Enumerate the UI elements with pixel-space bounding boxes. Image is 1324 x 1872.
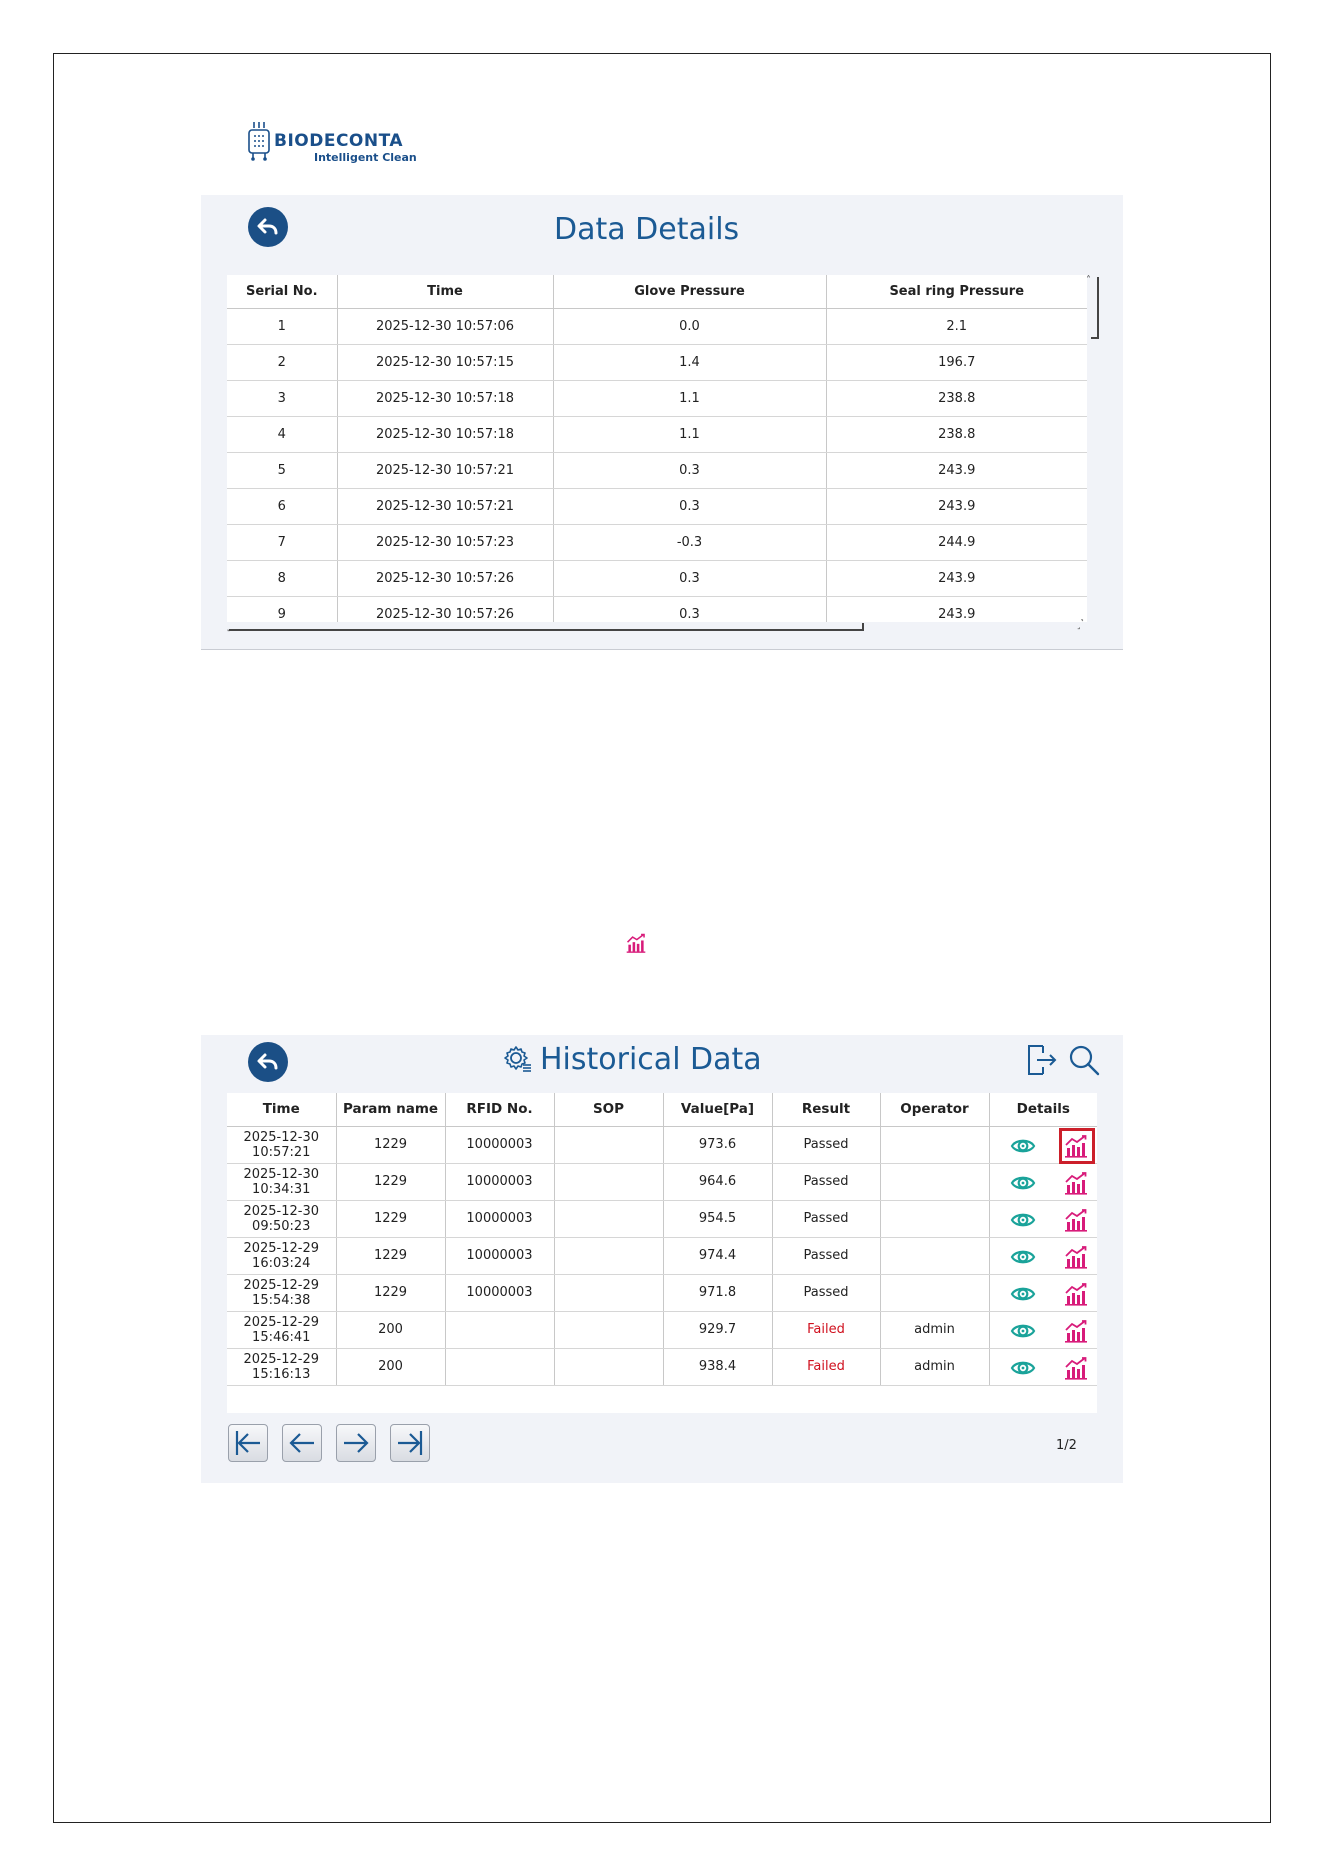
- sop-cell: [554, 1348, 663, 1385]
- time-cell: [227, 1237, 336, 1274]
- table-cell: 2025-12-30 10:57:26: [337, 596, 553, 622]
- table-cell: 1.1: [553, 416, 826, 452]
- table-cell: 2025-12-30 10:57:21: [337, 452, 553, 488]
- trend-chart-icon[interactable]: [1063, 1318, 1089, 1344]
- table-cell: 2025-12-30 10:57:15: [337, 344, 553, 380]
- table-cell: 0.3: [553, 488, 826, 524]
- back-arrow-icon: [256, 215, 280, 239]
- details-cell: [989, 1237, 1097, 1274]
- historical-data-title: Historical Data: [540, 1042, 762, 1077]
- value-cell: 974.4: [663, 1237, 772, 1274]
- date-text: 2025-12-30: [243, 1129, 320, 1145]
- result-cell: Passed: [772, 1126, 880, 1163]
- table-cell: 1.1: [553, 380, 826, 416]
- table-cell: -0.3: [553, 524, 826, 560]
- trend-chart-icon[interactable]: [1063, 1244, 1089, 1270]
- date-text: 2025-12-30: [243, 1203, 320, 1219]
- eye-icon[interactable]: [1010, 1133, 1036, 1159]
- table-cell: 7: [227, 524, 337, 560]
- table-cell: 1: [227, 308, 337, 344]
- result-cell: Failed: [772, 1311, 880, 1348]
- table-cell: 8: [227, 560, 337, 596]
- date-text: 2025-12-29: [243, 1277, 320, 1293]
- result-cell: Failed: [772, 1348, 880, 1385]
- rfid-cell: 10000003: [445, 1274, 554, 1311]
- data-details-panel: [201, 195, 1123, 650]
- table-cell: 6: [227, 488, 337, 524]
- table-cell: 2025-12-30 10:57:06: [337, 308, 553, 344]
- time-text: 15:16:13: [252, 1366, 311, 1382]
- value-cell: 964.6: [663, 1163, 772, 1200]
- sop-cell: [554, 1126, 663, 1163]
- time-cell: [227, 1311, 336, 1348]
- table-cell: 238.8: [826, 416, 1087, 452]
- sop-cell: [554, 1274, 663, 1311]
- scroll-left-mark: ˻: [227, 621, 231, 632]
- sop-cell: [554, 1311, 663, 1348]
- trend-chart-icon: [625, 932, 647, 954]
- back-arrow-icon: [256, 1050, 280, 1074]
- operator-cell: [880, 1274, 989, 1311]
- table-cell: 243.9: [826, 560, 1087, 596]
- rfid-cell: 10000003: [445, 1237, 554, 1274]
- operator-cell: admin: [880, 1311, 989, 1348]
- column-header: SOP: [554, 1093, 663, 1126]
- table-cell: 2025-12-30 10:57:18: [337, 416, 553, 452]
- table-cell: 1.4: [553, 344, 826, 380]
- result-cell: Passed: [772, 1237, 880, 1274]
- sop-cell: [554, 1163, 663, 1200]
- operator-cell: [880, 1237, 989, 1274]
- gear-list-icon[interactable]: [503, 1044, 533, 1074]
- date-text: 2025-12-29: [243, 1240, 320, 1256]
- table-row[interactable]: [227, 308, 1087, 344]
- first-page-icon: [233, 1428, 263, 1458]
- table-cell: 243.9: [826, 452, 1087, 488]
- data-details-table: [227, 275, 1087, 622]
- operator-cell: [880, 1163, 989, 1200]
- table-row[interactable]: [227, 380, 1087, 416]
- rfid-cell: [445, 1348, 554, 1385]
- operator-cell: admin: [880, 1348, 989, 1385]
- result-cell: Passed: [772, 1200, 880, 1237]
- time-cell: [227, 1200, 336, 1237]
- column-header: Serial No.: [227, 275, 337, 308]
- time-text: 10:34:31: [252, 1181, 311, 1197]
- rfid-cell: [445, 1311, 554, 1348]
- table-row[interactable]: [227, 524, 1087, 560]
- table-cell: 2025-12-30 10:57:26: [337, 560, 553, 596]
- table-row[interactable]: [227, 1348, 1097, 1385]
- details-cell: [989, 1311, 1097, 1348]
- operator-cell: [880, 1200, 989, 1237]
- rfid-cell: 10000003: [445, 1200, 554, 1237]
- eye-icon[interactable]: [1010, 1244, 1036, 1270]
- table-row[interactable]: [227, 452, 1087, 488]
- table-row[interactable]: [227, 1274, 1097, 1311]
- eye-icon[interactable]: [1010, 1281, 1036, 1307]
- time-text: 10:57:21: [252, 1144, 311, 1160]
- column-header: Glove Pressure: [553, 275, 826, 308]
- table-cell: 0.3: [553, 596, 826, 622]
- table-cell: 2.1: [826, 308, 1087, 344]
- value-cell: 929.7: [663, 1311, 772, 1348]
- trend-chart-icon[interactable]: [1063, 1207, 1089, 1233]
- table-row[interactable]: [227, 488, 1087, 524]
- time-text: 15:54:38: [252, 1292, 311, 1308]
- table-row[interactable]: [227, 1126, 1097, 1163]
- time-text: 16:03:24: [252, 1255, 311, 1271]
- scroll-up-arrow[interactable]: ˄: [1086, 275, 1091, 286]
- column-header: RFID No.: [445, 1093, 554, 1126]
- prev-page-button[interactable]: [282, 1424, 322, 1462]
- data-details-table-container: [227, 275, 1087, 622]
- eye-icon[interactable]: [1010, 1318, 1036, 1344]
- column-header: Seal ring Pressure: [826, 275, 1087, 308]
- table-cell: 244.9: [826, 524, 1087, 560]
- time-text: 15:46:41: [252, 1329, 311, 1345]
- sop-cell: [554, 1200, 663, 1237]
- column-header: Time: [227, 1093, 336, 1126]
- details-cell: [989, 1348, 1097, 1385]
- table-row[interactable]: [227, 1200, 1097, 1237]
- historical-data-panel: [201, 1035, 1123, 1483]
- page-indicator: 1/2: [1056, 1438, 1077, 1453]
- table-cell: 2025-12-30 10:57:23: [337, 524, 553, 560]
- trend-chart-icon[interactable]: [1063, 1281, 1089, 1307]
- export-icon[interactable]: [1025, 1043, 1059, 1077]
- column-header: Time: [337, 275, 553, 308]
- table-row[interactable]: [227, 1163, 1097, 1200]
- table-cell: 3: [227, 380, 337, 416]
- details-cell: [989, 1163, 1097, 1200]
- table-cell: 0.0: [553, 308, 826, 344]
- highlight-box: [1059, 1128, 1095, 1164]
- scroll-corner-mark: ˼˺: [1077, 619, 1084, 630]
- logo-tagline: Intelligent Clean: [314, 151, 417, 164]
- table-header-row: [227, 1093, 1097, 1126]
- biodeconta-logo: [246, 121, 436, 169]
- sop-cell: [554, 1237, 663, 1274]
- first-page-button[interactable]: [228, 1424, 268, 1462]
- date-text: 2025-12-29: [243, 1351, 320, 1367]
- column-header: Param name: [336, 1093, 445, 1126]
- time-cell: [227, 1348, 336, 1385]
- table-cell: 9: [227, 596, 337, 622]
- search-icon[interactable]: [1067, 1043, 1101, 1077]
- trend-chart-icon[interactable]: [1063, 1170, 1089, 1196]
- column-header: Details: [989, 1093, 1097, 1126]
- param-cell: 1229: [336, 1237, 445, 1274]
- historical-data-table: [227, 1093, 1097, 1386]
- eye-icon[interactable]: [1010, 1170, 1036, 1196]
- table-cell: 238.8: [826, 380, 1087, 416]
- time-text: 09:50:23: [252, 1218, 311, 1234]
- table-cell: 0.3: [553, 452, 826, 488]
- table-cell: 2: [227, 344, 337, 380]
- param-cell: 1229: [336, 1163, 445, 1200]
- rfid-cell: 10000003: [445, 1163, 554, 1200]
- table-cell: 5: [227, 452, 337, 488]
- details-cell: [989, 1274, 1097, 1311]
- value-cell: 938.4: [663, 1348, 772, 1385]
- table-row[interactable]: [227, 1311, 1097, 1348]
- result-cell: Passed: [772, 1163, 880, 1200]
- value-cell: 954.5: [663, 1200, 772, 1237]
- result-cell: Passed: [772, 1274, 880, 1311]
- table-row[interactable]: [227, 560, 1087, 596]
- table-cell: 243.9: [826, 488, 1087, 524]
- data-details-title: Data Details: [554, 212, 740, 247]
- horizontal-scrollbar[interactable]: [229, 623, 864, 631]
- value-cell: 973.6: [663, 1126, 772, 1163]
- table-cell: 243.9: [826, 596, 1087, 622]
- logo-icon: [246, 121, 272, 161]
- last-page-button[interactable]: [390, 1424, 430, 1462]
- last-page-icon: [395, 1428, 425, 1458]
- table-row[interactable]: [227, 416, 1087, 452]
- rfid-cell: 10000003: [445, 1126, 554, 1163]
- time-cell: [227, 1163, 336, 1200]
- operator-cell: [880, 1126, 989, 1163]
- column-header: Result: [772, 1093, 880, 1126]
- historical-data-body: [227, 1126, 1097, 1385]
- historical-table-container: [227, 1093, 1097, 1413]
- param-cell: 1229: [336, 1126, 445, 1163]
- trend-chart-icon[interactable]: [1063, 1355, 1089, 1381]
- logo-brand-text: BIODECONTA: [274, 131, 404, 151]
- table-cell: 2025-12-30 10:57:18: [337, 380, 553, 416]
- param-cell: 1229: [336, 1200, 445, 1237]
- time-cell: [227, 1126, 336, 1163]
- details-cell: [989, 1126, 1097, 1163]
- date-text: 2025-12-30: [243, 1166, 320, 1182]
- table-cell: 196.7: [826, 344, 1087, 380]
- next-page-button[interactable]: [336, 1424, 376, 1462]
- table-row[interactable]: [227, 1237, 1097, 1274]
- table-cell: 4: [227, 416, 337, 452]
- param-cell: 200: [336, 1348, 445, 1385]
- prev-page-icon: [287, 1428, 317, 1458]
- details-cell: [989, 1200, 1097, 1237]
- column-header: Value[Pa]: [663, 1093, 772, 1126]
- value-cell: 971.8: [663, 1274, 772, 1311]
- back-button[interactable]: [248, 207, 288, 247]
- table-cell: 2025-12-30 10:57:21: [337, 488, 553, 524]
- column-header: Operator: [880, 1093, 989, 1126]
- time-cell: [227, 1274, 336, 1311]
- data-details-body: [227, 308, 1087, 622]
- table-row[interactable]: [227, 596, 1087, 622]
- back-button[interactable]: [248, 1042, 288, 1082]
- table-cell: 0.3: [553, 560, 826, 596]
- date-text: 2025-12-29: [243, 1314, 320, 1330]
- param-cell: 200: [336, 1311, 445, 1348]
- param-cell: 1229: [336, 1274, 445, 1311]
- vertical-scrollbar[interactable]: [1091, 277, 1099, 339]
- eye-icon[interactable]: [1010, 1207, 1036, 1233]
- table-header-row: [227, 275, 1087, 308]
- eye-icon[interactable]: [1010, 1355, 1036, 1381]
- next-page-icon: [341, 1428, 371, 1458]
- table-row[interactable]: [227, 344, 1087, 380]
